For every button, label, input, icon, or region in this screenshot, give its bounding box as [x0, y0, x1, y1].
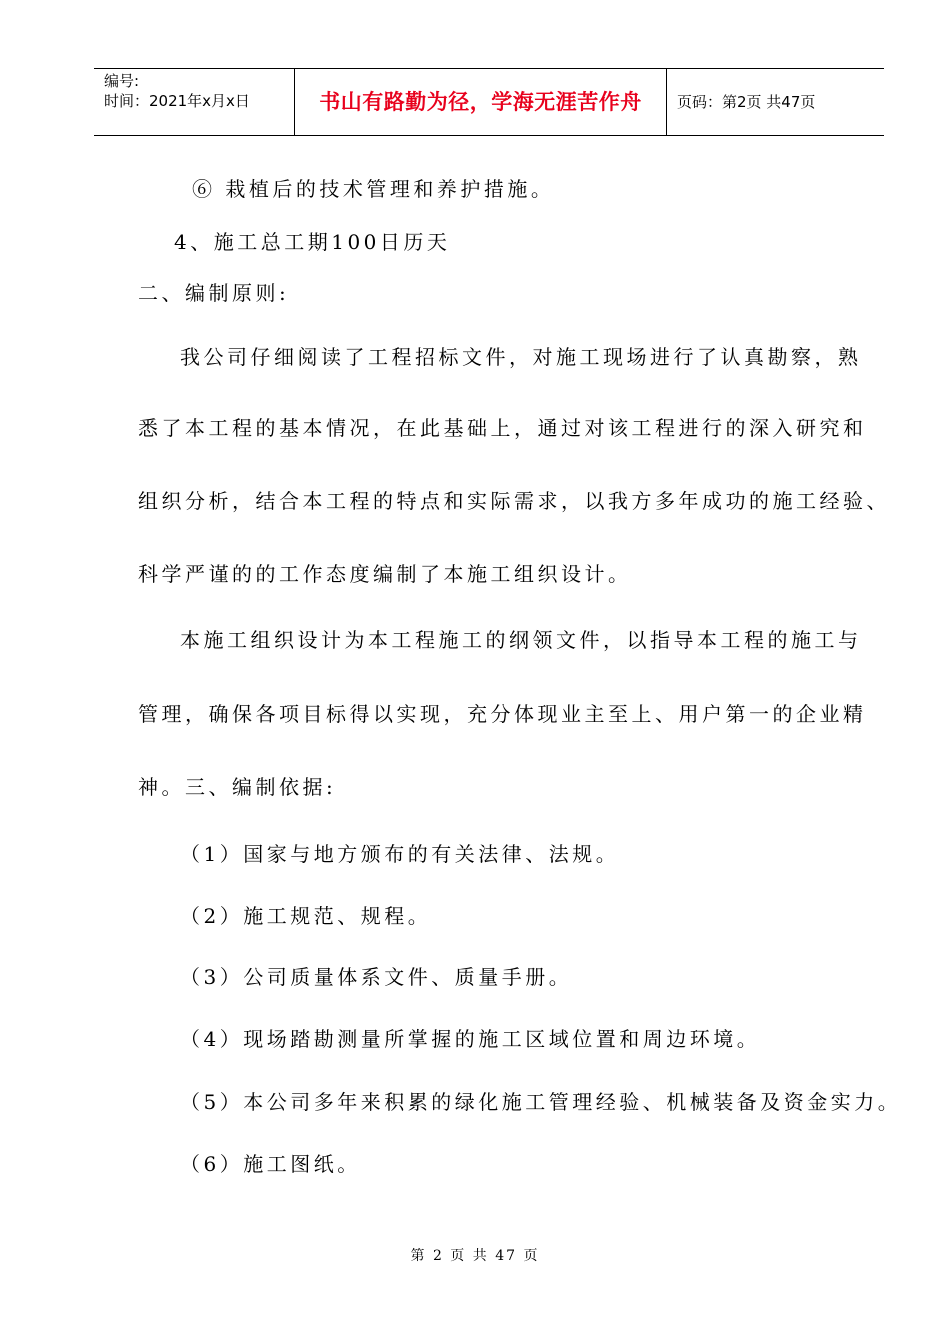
list-item: （5）本公司多年来积累的绿化施工管理经验、机械装备及资金实力。 [180, 1090, 902, 1114]
header-motto: 书山有路勤为径，学海无涯苦作舟 [295, 69, 667, 135]
list-item: （3）公司质量体系文件、质量手册。 [180, 965, 573, 989]
body-line: 组织分析，结合本工程的特点和实际需求，以我方多年成功的施工经验、 [138, 489, 890, 513]
body-line: 4、施工总工期100日历天 [174, 230, 451, 254]
body-line: 管理，确保各项目标得以实现，充分体现业主至上、用户第一的企业精 [138, 702, 867, 726]
body-line: 我公司仔细阅读了工程招标文件，对施工现场进行了认真勘察，熟 [180, 345, 862, 369]
header-meta [94, 69, 295, 135]
body-line: 本施工组织设计为本工程施工的纲领文件，以指导本工程的施工与 [180, 628, 862, 652]
body-line: ⑥ 栽植后的技术管理和养护措施。 [192, 177, 555, 201]
section-heading: 二、编制原则: [138, 281, 290, 305]
list-item: （2）施工规范、规程。 [180, 904, 432, 928]
body-line: 科学严谨的的工作态度编制了本施工组织设计。 [138, 562, 632, 586]
header-page-code: 页码：第2页 共47页 [677, 93, 816, 111]
page-header [94, 68, 884, 136]
list-item: （4）现场踏勘测量所掌握的施工区域位置和周边环境。 [180, 1027, 761, 1051]
page-footer: 第 2 页 共 47 页 [410, 1248, 540, 1264]
doc-time-label: 时间：2021年x月x日 [104, 92, 250, 110]
list-item: （1）国家与地方颁布的有关法律、法规。 [180, 842, 620, 866]
list-item: （6）施工图纸。 [180, 1152, 361, 1176]
doc-number-label: 编号: [104, 72, 140, 90]
section-heading: 神。三、编制依据: [138, 775, 337, 799]
body-line: 悉了本工程的基本情况，在此基础上，通过对该工程进行的深入研究和 [138, 416, 867, 440]
